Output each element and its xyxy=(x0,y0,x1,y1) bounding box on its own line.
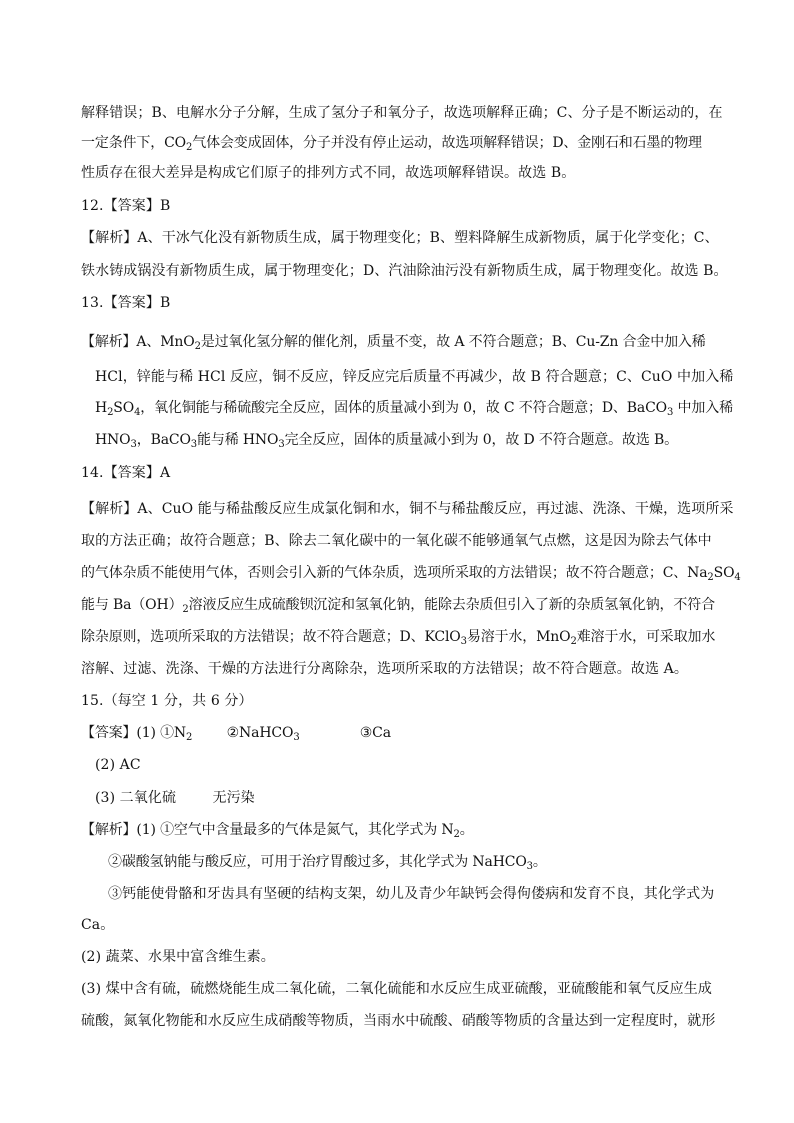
text-line xyxy=(81,532,712,550)
text-segment: ②NaHCO xyxy=(192,725,294,741)
text-segment: ③Ca xyxy=(299,725,391,741)
subscript: 2 xyxy=(182,604,189,615)
subscript: 2 xyxy=(107,407,114,418)
text-line xyxy=(81,980,712,998)
text-segment: 气体会变成固体，分子并没有停止运动，故选项解释错误；D、金刚石和石墨的物理 xyxy=(192,135,702,151)
text-segment: 14.【答案】A xyxy=(81,465,171,481)
text-segment: 硫酸，氮氧化物能和水反应生成硝酸等物质，当雨水中硫酸、硝酸等物质的含量达到一定程度时，就形 xyxy=(81,1013,716,1029)
text-segment: (3) 二氧化硫 无污染 xyxy=(95,790,255,806)
text-segment: 【解析】A、CuO 能与稀盐酸反应生成氯化铜和水，铜不与稀盐酸反应，再过滤、洗涤、干燥，选项所采 xyxy=(81,501,734,517)
subscript: 2 xyxy=(453,829,460,840)
text-segment: HCl，锌能与稀 HCl 反应，铜不反应，锌反应完后质量不再减少，故 B 符合题意；C、CuO 中加入稀 xyxy=(95,369,734,385)
subscript: 2 xyxy=(186,142,193,153)
text-segment: 性质存在很大差异是构成它们原子的排列方式不同，故选项解释错误。故选 B。 xyxy=(81,165,576,181)
text-line xyxy=(81,262,728,280)
text-line xyxy=(81,564,741,582)
subscript: 4 xyxy=(134,407,141,418)
text-line xyxy=(95,756,141,774)
subscript: 3 xyxy=(278,439,285,450)
text-line xyxy=(81,948,275,966)
text-line xyxy=(108,853,547,871)
text-segment: 溶解、过滤、洗涤、干燥的方法进行分离除杂，选项所采取的方法错误；故不符合题意。故选 A。 xyxy=(81,661,688,677)
text-segment: HNO xyxy=(95,432,131,448)
text-segment: ③钙能使骨骼和牙齿具有坚硬的结构支架，幼儿及青少年缺钙会得佝偻病和发育不良，其化学式为 xyxy=(108,886,715,902)
text-segment: (2) 蔬菜、水果中富含维生素。 xyxy=(81,949,275,965)
text-line xyxy=(81,294,170,312)
text-line xyxy=(81,724,391,742)
text-segment: 能与稀 HNO xyxy=(197,432,279,448)
text-line xyxy=(81,821,474,839)
text-segment: 【答案】(1) ①N xyxy=(81,725,187,741)
text-line xyxy=(95,399,733,417)
subscript: 3 xyxy=(667,407,674,418)
text-segment: (3) 煤中含有硫，硫燃烧能生成二氧化硫，二氧化硫能和水反应生成亚硫酸，亚硫酸能和氧气反应生成 xyxy=(81,981,712,997)
text-line xyxy=(81,164,575,182)
text-line xyxy=(81,229,719,247)
text-segment: 解释错误；B、电解水分子分解，生成了氢分子和氧分子，故选项解释正确；C、分子是不断运动的，在 xyxy=(81,105,723,121)
text-segment: 【解析】A、干冰气化没有新物质生成，属于物理变化；B、塑料降解生成新物质，属于化学变化；C、 xyxy=(81,230,719,246)
text-line xyxy=(81,104,723,122)
subscript: 2 xyxy=(186,732,193,743)
text-segment: 取的方法正确；故符合题意；B、除去二氧化碳中的一氧化碳不能够通氧气点燃，这是因为除去气体中 xyxy=(81,533,712,549)
text-line xyxy=(81,596,715,614)
text-segment: 是过氧化氢分解的催化剂，质量不变，故 A 不符合题意；B、Cu-Zn 合金中加入稀 xyxy=(200,334,706,350)
text-line xyxy=(81,628,715,646)
text-segment: 完全反应，固体的质量减小到为 0，故 D 不符合题意。故选 B。 xyxy=(284,432,678,448)
subscript: 3 xyxy=(293,732,300,743)
text-segment: 【解析】A、MnO xyxy=(81,334,195,350)
text-line xyxy=(81,692,253,710)
text-segment: 除杂原则，选项所采取的方法错误；故不符合题意；D、KClO xyxy=(81,629,461,645)
text-line xyxy=(81,500,734,518)
text-segment: 15.（每空 1 分，共 6 分） xyxy=(81,693,253,709)
text-segment: 13.【答案】B xyxy=(81,295,171,311)
text-segment: ②碳酸氢钠能与酸反应，可用于治疗胃酸过多，其化学式为 NaHCO xyxy=(108,854,527,870)
text-segment: ，氧化铜能与稀硫酸完全反应，固体的质量减小到为 0，故 C 不符合题意；D、BaCO xyxy=(140,400,667,416)
text-segment: 中加入稀 xyxy=(673,400,733,416)
subscript: 3 xyxy=(460,636,467,647)
text-segment: 。 xyxy=(459,822,474,838)
text-line xyxy=(81,134,702,152)
subscript: 2 xyxy=(707,572,714,583)
text-segment: 【解析】(1) ①空气中含量最多的气体是氮气，其化学式为 N xyxy=(81,822,454,838)
text-segment: 能与 Ba（OH） xyxy=(81,597,183,613)
text-line xyxy=(81,1012,716,1030)
text-line xyxy=(81,660,688,678)
text-line xyxy=(95,789,255,807)
text-line xyxy=(108,885,714,903)
text-segment: (2) AC xyxy=(95,757,141,773)
text-segment: 一定条件下，CO xyxy=(81,135,186,151)
text-segment: Ca。 xyxy=(81,917,115,933)
subscript: 3 xyxy=(190,439,198,450)
text-line xyxy=(81,197,170,215)
text-segment: H xyxy=(95,400,108,416)
text-segment: 难溶于水，可采取加水 xyxy=(576,629,716,645)
subscript: 3 xyxy=(526,861,533,872)
subscript: 2 xyxy=(194,341,201,352)
text-line xyxy=(81,464,170,482)
text-line xyxy=(81,333,706,351)
text-segment: ，BaCO xyxy=(136,432,191,448)
text-segment: 铁水铸成锅没有新物质生成，属于物理变化；D、汽油除油污没有新物质生成，属于物理变化。故选 B。 xyxy=(81,263,728,279)
text-segment: 的气体杂质不能使用气体，否则会引入新的气体杂质，选项所采取的方法错误；故不符合题意；C、Na xyxy=(81,565,708,581)
text-segment: 溶液反应生成硫酸钡沉淀和氢氧化钠，能除去杂质但引入了新的杂质氢氧化钠，不符合 xyxy=(188,597,715,613)
text-segment: 易溶于水，MnO xyxy=(466,629,571,645)
text-line xyxy=(95,431,678,449)
text-segment: SO xyxy=(113,400,135,416)
text-segment: 12.【答案】B xyxy=(81,198,171,214)
subscript: 4 xyxy=(734,572,741,583)
text-segment: 。 xyxy=(532,854,547,870)
text-line xyxy=(95,368,733,386)
subscript: 2 xyxy=(570,636,577,647)
text-segment: SO xyxy=(713,565,735,581)
subscript: 3 xyxy=(130,439,137,450)
text-line xyxy=(81,916,114,934)
